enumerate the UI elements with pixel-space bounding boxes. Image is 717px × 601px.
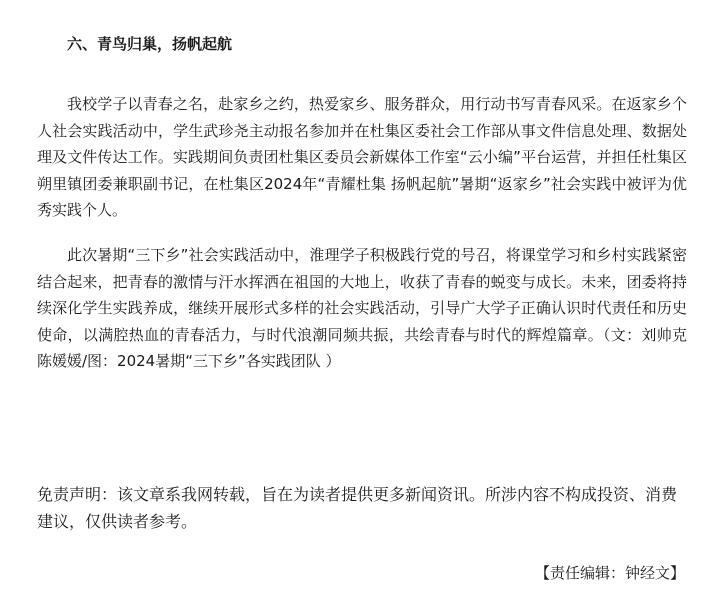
article-paragraph: 我校学子以青春之名，赴家乡之约，热爱家乡、服务群众，用行动书写青春风采。在返家乡个人社会实践活动中，学生武珍尧主动报名参加并在杜集区委社会工作部从事文件信息处理、数据处理及文件传达工作。实践期间负责团杜集区委员会新媒体工作室“云小编”平台运营，并担任杜集区朔里镇团委兼职副书记，在杜集区2024年“青耀杜集 扬帆起航”暑期“返家乡”社会实践中被评为优秀实践个人。: [37, 95, 687, 219]
article-paragraph: 此次暑期“三下乡”社会实践活动中，淮理学子积极践行党的号召，将课堂学习和乡村实践紧密结合起来，把青春的激情与汗水挥洒在祖国的大地上，收获了青春的蜕变与成长。未来，团委将持续深化学生实践养成，继续开展形式多样的社会实践活动，引导广大学子正确认识时代责任和历史使命，以满腔热血的青春活力，与时代浪潮同频共振，共绘青春与时代的辉煌篇章。（文：刘帅克 陈媛媛/图：2024暑期“三下乡”各实践团队 ）: [37, 246, 687, 370]
section-heading: 六、青鸟归巢，扬帆起航: [67, 35, 233, 53]
disclaimer-text: 免责声明：该文章系我网转载，旨在为读者提供更多新闻资讯。所涉内容不构成投资、消费建议，仅供读者参考。: [37, 485, 678, 531]
responsible-editor: 【责任编辑：钟经文】: [534, 564, 685, 582]
